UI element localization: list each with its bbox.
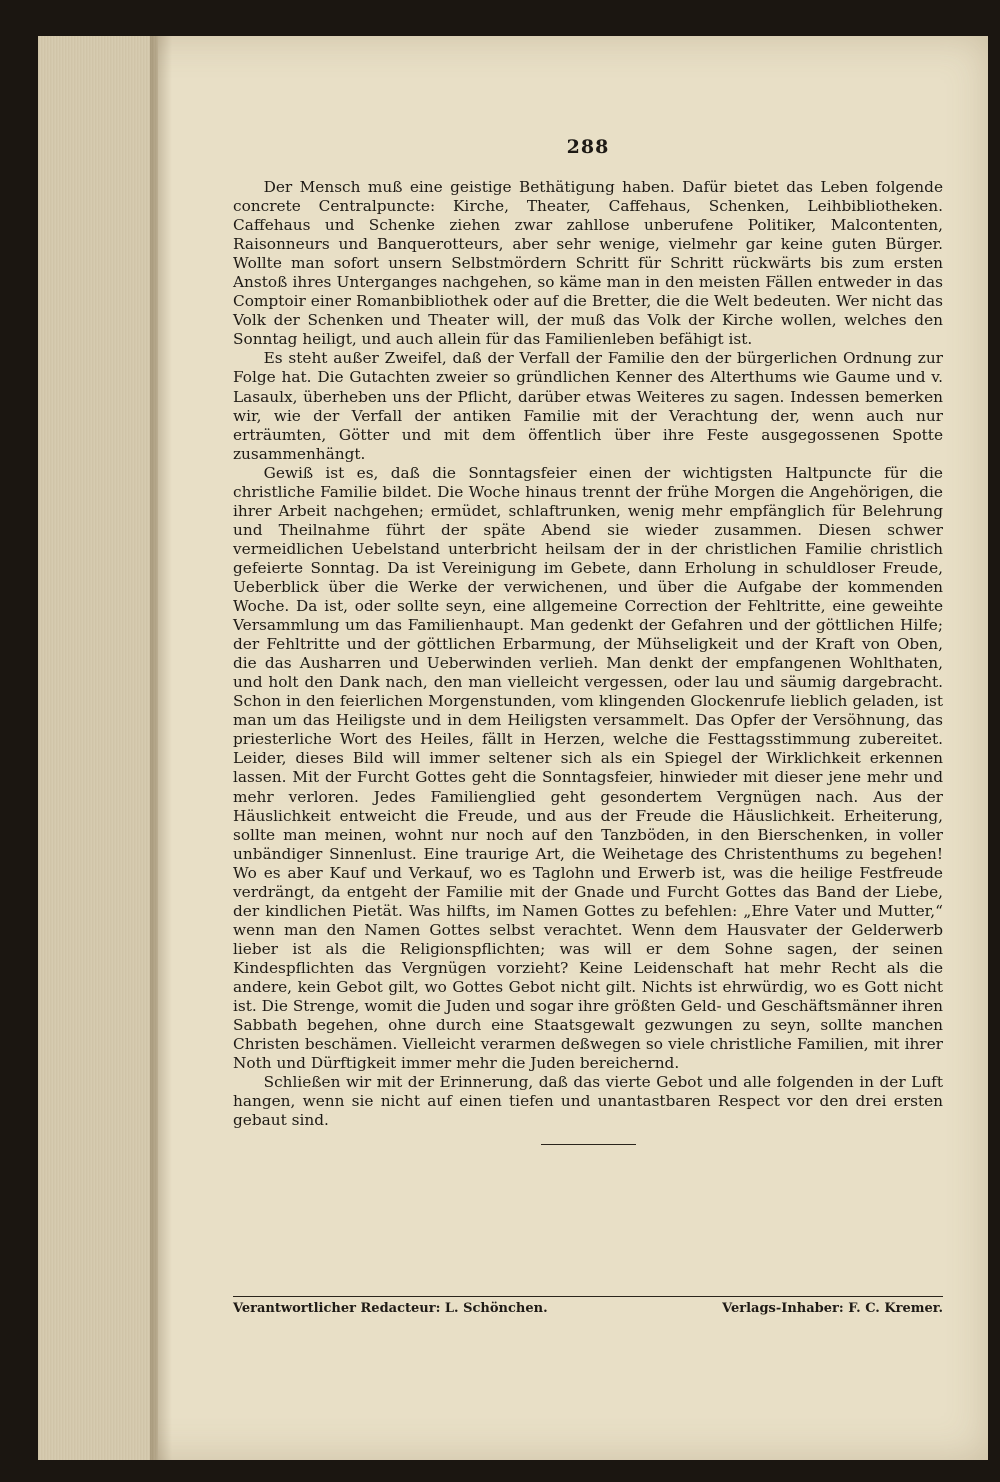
text-block [233, 136, 943, 1145]
page-number: 288 [566, 136, 610, 158]
footer-rule [233, 1296, 943, 1297]
gutter-shadow [150, 36, 172, 1460]
page-stack-edge [38, 36, 158, 1460]
paragraph-3: Gewiß ist es, daß die Sonntagsfeier einen der wichtigsten Haltpuncte für die christliche Familie bildet. Die Woche hinaus trennt der frühe Morgen die Angehörigen, die ihrer Arbeit nachgehen; ermüdet, schlaftrunken, wenig mehr empfänglich für Belehrung und Theilnahme führt der späte Abend sie wieder zusammen. Diesen schwer vermeidlichen Uebelstand unterbricht heilsam der in der christlichen Familie christlich gefeierte Sonntag. Da ist Vereinigung im Gebete, dann Erholung in schuldloser Freude, Ueberblick über die Werke der verwichenen, und über die Aufgabe der kommenden Woche. Da ist, oder sollte seyn, eine allgemeine Correction der Fehltritte, eine geweihte Versammlung um das Familienhaupt. Man gedenkt der Gefahren und der göttlichen Hilfe; der Fehltritte und der göttlichen Erbarmung, der Mühseligkeit und der Kraft von Oben, die das Ausharren und Ueberwinden verlieh. Man denkt der empfangenen Wohlthaten, und holt den Dank nach, den man vielleicht vergessen, oder lau und säumig dargebracht. Schon in den feierlichen Morgenstunden, vom klingenden Glockenrufe lieblich geladen, ist man um das Heiligste und in dem Heiligsten versammelt. Das Opfer der Versöhnung, das priesterliche Wort des Heiles, fällt in Herzen, welche die Festtagsstimmung zubereitet. Leider, dieses Bild will immer seltener sich als ein Spiegel der Wirklichkeit erkennen lassen. Mit der Furcht Gottes geht die Sonntagsfeier, hinwieder mit dieser jene mehr und mehr verloren. Jedes Familienglied geht gesondertem Vergnügen nach. Aus der Häuslichkeit entweicht die Freude, und aus der Freude die Häuslichkeit. Erheiterung, sollte man meinen, wohnt nur noch auf den Tanzböden, in den Bierschenken, in voller unbändiger Sinnenlust. Eine traurige Art, die Weihetage des Christenthums zu begehen! Wo es aber Kauf und Verkauf, wo es Taglohn und Erwerb ist, was die heilige Festfreude verdrängt, da entgeht der Familie mit der Gnade und Furcht Gottes das Band der Liebe, der kindlichen Pietät. Was hilfts, im Namen Gottes zu befehlen: „Ehre Vater und Mutter,“ wenn man den Namen Gottes selbst verachtet. Wenn dem Hausvater der Gelderwerb lieber ist als die Religionspflichten; was will er dem Sohne sagen, der seinen Kindespflichten das Vergnügen vorzieht? Keine Leidenschaft hat mehr Recht als die andere, kein Gebot gilt, wo Gottes Gebot nicht gilt. Nichts ist ehrwürdig, wo es Gott nicht ist. Die Strenge, womit die Juden und sogar ihre größten Geld- und Geschäftsmänner ihren Sabbath begehen, ohne durch eine Staatsgewalt gezwungen zu seyn, sollte manchen Christen beschämen. Vielleicht verarmen deßwegen so viele christliche Familien, mit ihrer Noth und Dürftigkeit immer mehr die Juden bereichernd. [233, 463, 943, 1073]
paragraph-1: Der Mensch muß eine geistige Bethätigung haben. Dafür bietet das Leben folgende concrete Centralpuncte: Kirche, Theater, Caffehaus, Schenken, Leihbibliotheken. Caffehaus und Schenke ziehen zwar zahllose unberufene Politiker, Malcontenten, Raisonneurs und Banquerotteurs, aber sehr wenige, vielmehr gar keine guten Bürger. Wollte man sofort unsern Selbstmördern Schritt für Schritt rückwärts bis zum ersten Anstoß ihres Unterganges nachgehen, so käme man in den meisten Fällen entweder in das Comptoir einer Romanbibliothek oder auf die Bretter, die die Welt bedeuten. Wer nicht das Volk der Schenken und Theater will, der muß das Volk der Kirche wollen, welches den Sonntag heiligt, und auch allein für das Familienleben befähigt ist. [233, 178, 943, 349]
paragraph-2: Es steht außer Zweifel, daß der Verfall der Familie den der bürgerlichen Ordnung zur Folge hat. Die Gutachten zweier so gründlichen Kenner des Alterthums wie Gaume und v. Lasaulx, überheben uns der Pflicht, darüber etwas Weiteres zu sagen. Indessen bemerken wir, wie der Verfall der antiken Familie mit der Verachtung der, wenn auch nur erträumten, Götter und mit dem öffentlich über ihre Feste ausgegossenen Spotte zusammenhängt. [233, 349, 943, 463]
book-page [38, 36, 988, 1460]
footer-publisher: Verlags-Inhaber: F. C. Kremer. [722, 1301, 943, 1316]
paragraph-4: Schließen wir mit der Erinnerung, daß das vierte Gebot und alle folgenden in der Luft hangen, wenn sie nicht auf einen tiefen und unantastbaren Respect vor den drei ersten gebaut sind. [233, 1073, 943, 1130]
footer [233, 1301, 943, 1316]
footer-editor: Verantwortlicher Redacteur: L. Schönchen. [233, 1301, 548, 1316]
end-divider [541, 1144, 636, 1145]
